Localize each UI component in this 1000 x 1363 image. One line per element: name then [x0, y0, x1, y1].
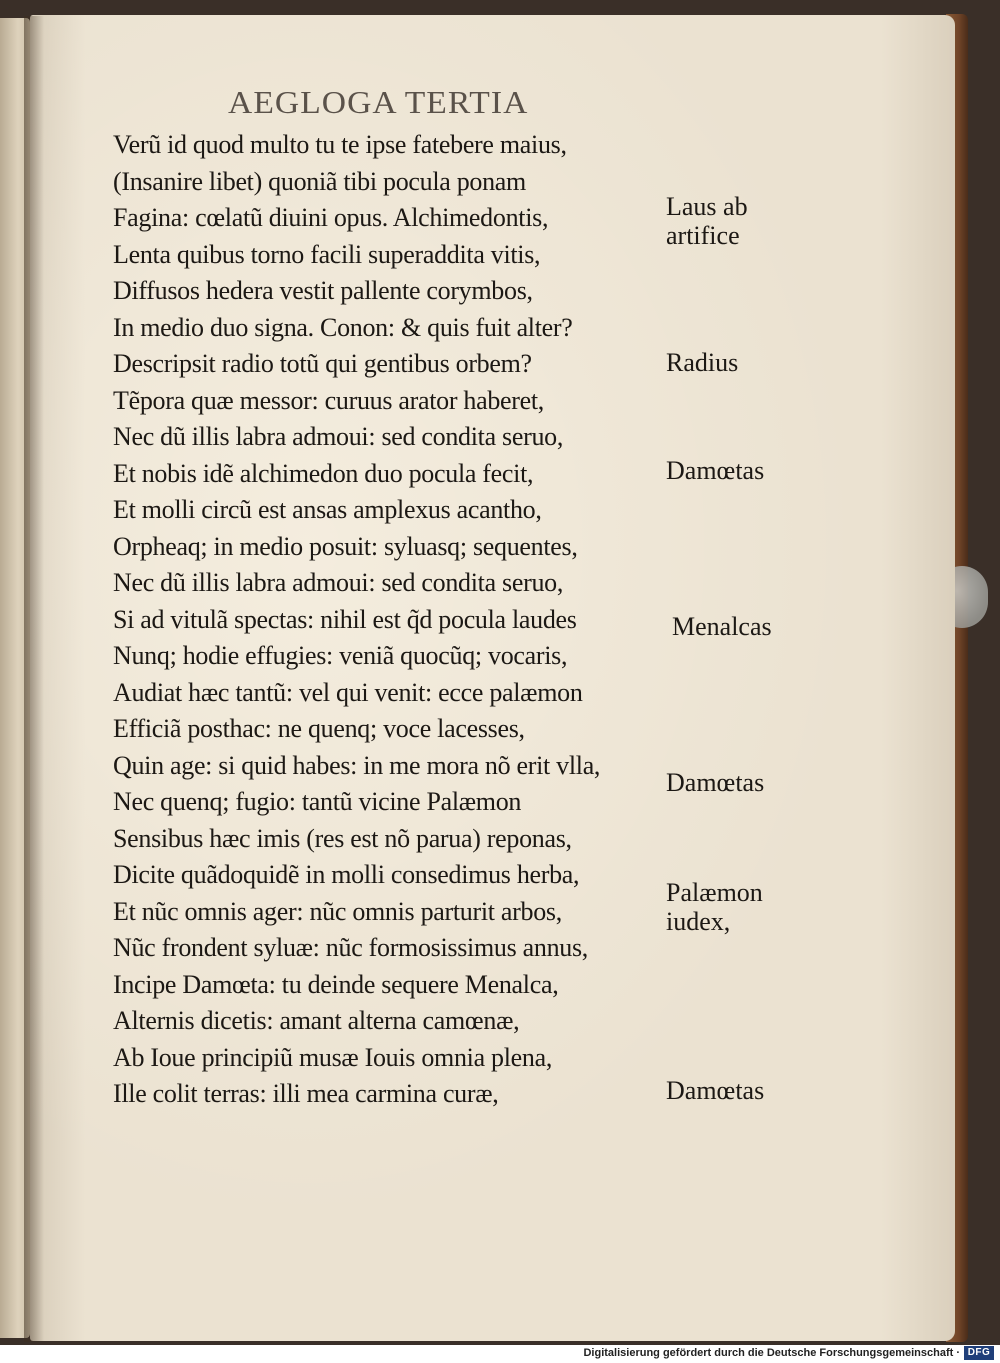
verse-line: Diffusos hedera vestit pallente corymbos,: [113, 276, 533, 305]
verse-line: In medio duo signa. Conon: & quis fuit alter?: [113, 312, 573, 342]
verse-line: Orpheaq; in medio posuit: syluasq; sequentes,: [113, 531, 578, 561]
verse-line: Nũc frondent syluæ: nũc formosissimus annus,: [113, 933, 588, 962]
verse-line: Efficiã posthac: ne quenq; voce lacesses,: [113, 714, 525, 743]
verse-line: Ille colit terras: illi mea carmina curæ,: [113, 1079, 499, 1108]
verse-line: Incipe Damœta: tu deinde sequere Menalca,: [113, 969, 559, 999]
verse-line: Lenta quibus torno facili superaddita vitis,: [113, 239, 541, 269]
speaker-name: Damœtas: [666, 456, 765, 485]
marginal-note: Laus ab: [666, 192, 748, 221]
verse-block: [113, 127, 653, 1113]
verse-line: Nec quenq; fugio: tantũ vicine Palæmon: [113, 787, 522, 816]
verse-line: Ab Ioue principiũ musæ Iouis omnia plena,: [113, 1042, 553, 1072]
verse-line: Nec dũ illis labra admoui: sed condita seruo,: [113, 422, 564, 451]
page-heading: AEGLOGA TERTIA: [228, 84, 529, 120]
verse-line: Et molli circũ est ansas amplexus acantho,: [113, 495, 542, 524]
verse-line: Si ad vitulã spectas: nihil est q̃d pocula laudes: [113, 604, 577, 634]
verse-line: Nec dũ illis labra admoui: sed condita seruo,: [113, 568, 564, 597]
verse-line: Et nobis idẽ alchimedon duo pocula fecit,: [113, 458, 534, 488]
verse-line: Fagina: cœlatũ diuini opus. Alchimedontis,: [113, 203, 549, 232]
verse-line: Audiat hæc tantũ: vel qui venit: ecce palæmon: [113, 677, 583, 707]
verse-line: Nunq; hodie effugies: veniã quocũq; vocaris,: [113, 641, 568, 670]
verse-line: Sensibus hæc imis (res est nõ parua) reponas,: [113, 823, 572, 853]
verse-line: Quin age: si quid habes: in me mora nõ erit vlla,: [113, 750, 601, 780]
verse-line: Verũ id quod multo tu te ipse fatebere maius,: [113, 130, 567, 159]
verse-line: (Insanire libet) quoniã tibi pocula ponam: [113, 166, 526, 196]
speaker-name: Damœtas: [666, 768, 765, 797]
speaker-name: Palæmon: [666, 878, 763, 907]
verse-line: Tẽpora quæ messor: curuus arator haberet,: [113, 385, 544, 415]
speaker-name: Menalcas: [672, 612, 772, 641]
verse-line: Dicite quãdoquidẽ in molli consedimus herba,: [113, 860, 580, 889]
verse-line: Descripsit radio totũ qui gentibus orbem?: [113, 349, 532, 378]
dfg-logo: DFG: [964, 1346, 994, 1360]
speaker-note: iudex,: [666, 907, 731, 936]
speaker-name: Damœtas: [666, 1076, 765, 1105]
marginal-note: Radius: [666, 348, 739, 377]
gutter-shadow: [24, 16, 44, 1342]
verse-line: Alternis dicetis: amant alterna camœnæ,: [113, 1006, 520, 1035]
funding-credit: Digitalisierung gefördert durch die Deutsche Forschungsgemeinschaft ·: [583, 1347, 960, 1359]
marginal-note: artifice: [666, 221, 740, 250]
verse-line: Et nũc omnis ager: nũc omnis parturit arbos,: [113, 896, 562, 926]
